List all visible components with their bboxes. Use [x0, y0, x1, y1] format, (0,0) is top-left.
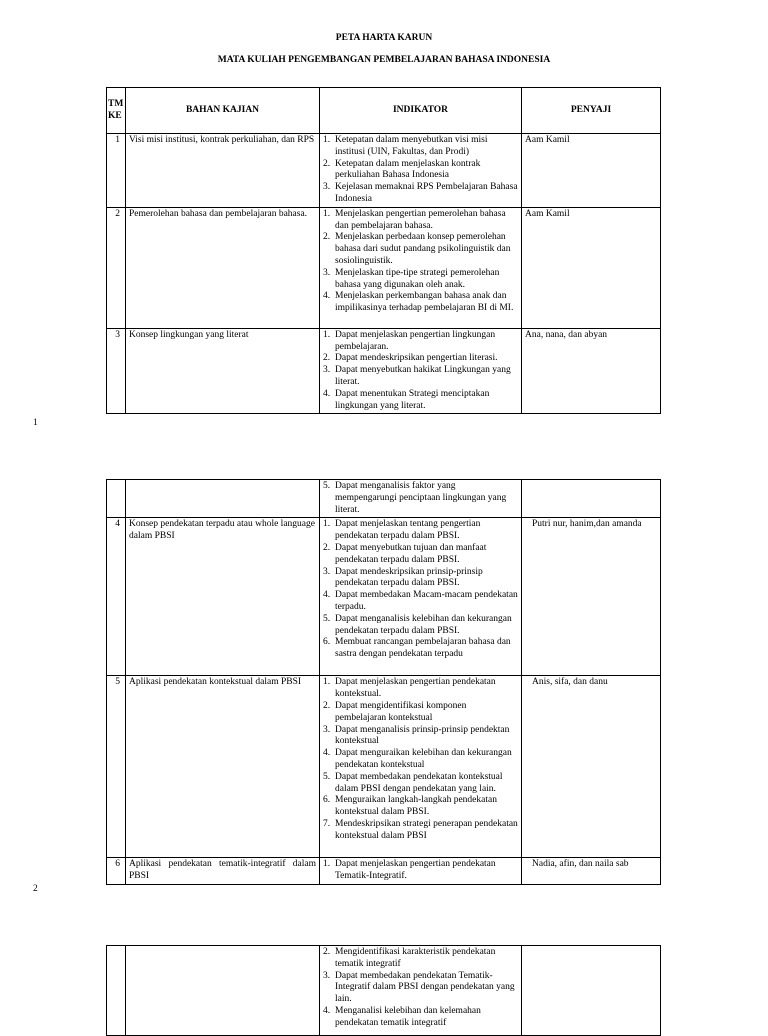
table-row: [107, 676, 661, 858]
indikator-list: [323, 947, 518, 1030]
bahan-kajian-cell: Aplikasi pendekatan tematik-integratif dalam PBSI: [126, 858, 320, 885]
indikator-item-text: Ketepatan dalam menyebutkan visi misi institusi (UIN, Fakultas, dan Prodi): [335, 135, 488, 157]
indikator-item-number: 4.: [323, 1005, 331, 1016]
row-number: 6: [107, 858, 126, 885]
indikator-item-number: 5.: [323, 481, 331, 491]
indikator-item: [323, 819, 518, 843]
indikator-item-text: Dapat mengidentifikasi komponen pembelajaran kontekstual: [335, 700, 467, 723]
indikator-list: [323, 209, 518, 315]
indikator-item-number: 5.: [323, 771, 331, 782]
indikator-item-text: Dapat menganalisis faktor yang mempengarungi penciptaan lingkungan yang literat.: [335, 481, 507, 515]
row-number: 3: [107, 328, 126, 414]
indikator-item: [323, 543, 518, 567]
indikator-item-text: Ketepatan dalam menjelaskan kontrak perkuliahan Bahasa Indonesia: [335, 158, 481, 181]
indikator-item: [323, 725, 518, 749]
indikator-item-text: Dapat menjelaskan tentang pengertian pendekatan terpadu dalam PBSI.: [335, 519, 481, 542]
indikator-item-number: 3.: [323, 566, 331, 577]
indikator-list: [323, 859, 518, 883]
indikator-item: [323, 159, 518, 183]
indikator-item-text: Dapat membedakan pendekatan kontekstual dalam PBSI dengan pendekatan yang lain.: [335, 771, 503, 794]
bahan-kajian-cell: Aplikasi pendekatan kontekstual dalam PBSI: [126, 676, 320, 858]
indikator-item: [323, 567, 518, 591]
indikator-cell: [320, 207, 522, 328]
table-row: [107, 518, 661, 676]
indikator-item-text: Menjelaskan pengertian pemerolehan bahasa dan pembelajaran bahasa.: [335, 208, 506, 231]
document-subtitle: MATA KULIAH PENGEMBANGAN PEMBELAJARAN BAHASA INDONESIA: [217, 55, 551, 65]
indikator-item: [323, 182, 518, 206]
indikator-item-number: 2.: [323, 158, 331, 169]
indikator-item-text: Dapat mendeskripsikan prinsip-prinsip pendekatan terpadu dalam PBSI.: [335, 566, 483, 589]
bahan-kajian-cell: Konsep pendekatan terpadu atau whole language dalam PBSI: [126, 518, 320, 676]
indikator-item-number: 2.: [323, 542, 331, 553]
indikator-item-number: 4.: [323, 590, 331, 601]
indikator-item-number: 3.: [323, 182, 331, 193]
indikator-item: [323, 481, 518, 516]
indikator-item-text: Menjelaskan perbedaan konsep pemerolehan bahasa dari sudut pandang psikolinguistik dan sosiolinguistik.: [335, 232, 511, 266]
indikator-item: [323, 859, 518, 883]
indikator-item-text: Membuat rancangan pembelajaran bahasa dan sastra dengan pendekatan terpadu: [335, 637, 511, 660]
indikator-cell: [320, 134, 522, 208]
indikator-item-number: 5.: [323, 613, 331, 624]
indikator-cell: [320, 518, 522, 676]
penyaji-cell: Aam Kamil: [522, 207, 661, 328]
indikator-item: [323, 291, 518, 315]
indikator-cell: [320, 328, 522, 414]
bahan-kajian-cell: [126, 946, 320, 1036]
indikator-item: [323, 1006, 518, 1030]
indikator-item-number: 4.: [323, 388, 331, 399]
indikator-item-text: Dapat menjelaskan pengertian pendekatan Tematik-Integratif.: [335, 859, 496, 882]
indikator-item-number: 1.: [323, 677, 331, 688]
indikator-item-text: Mengidentifikasi karakteristik pendekatan tematik integratif: [335, 947, 496, 969]
indikator-item-text: Dapat membedakan Macam-macam pendekatan terpadu.: [335, 590, 518, 612]
indikator-item-number: 6.: [323, 795, 331, 806]
indikator-item-number: 2.: [323, 700, 331, 711]
indikator-item: [323, 947, 518, 971]
bahan-kajian-cell: [126, 480, 320, 518]
header-bahan-kajian: BAHAN KAJIAN: [126, 88, 320, 134]
indikator-item: [323, 701, 518, 725]
indikator-item-number: 2.: [323, 947, 331, 957]
indikator-item: [323, 795, 518, 819]
indikator-item: [323, 772, 518, 796]
indikator-item-number: 1.: [323, 208, 331, 219]
penyaji-cell: Ana, nana, dan abyan: [522, 328, 661, 414]
indikator-item: [323, 209, 518, 233]
indikator-list: [323, 135, 518, 206]
document-title: PETA HARTA KARUN: [335, 33, 433, 43]
indikator-item: [323, 330, 518, 354]
indikator-item-number: 1.: [323, 135, 331, 145]
page-number: 1: [33, 418, 38, 428]
indikator-item-number: 7.: [323, 818, 331, 829]
indikator-item-text: Menjelaskan tipe-tipe strategi pemerolehan bahasa yang digunakan oleh anak.: [335, 267, 500, 290]
table-page-3: [106, 945, 661, 1036]
table-row: [107, 134, 661, 208]
row-number: 4: [107, 518, 126, 676]
indikator-item: [323, 971, 518, 1006]
indikator-item-text: Dapat menjelaskan pengertian lingkungan pembelajaran.: [335, 329, 496, 352]
indikator-item-text: Menguraikan langkah-langkah pendekatan kontekstual dalam PBSI.: [335, 795, 497, 818]
indikator-item-text: Mendeskripsikan strategi penerapan pendekatan kontekstual dalam PBSI: [335, 818, 518, 841]
header-tm: TM KE: [107, 88, 126, 134]
indikator-item-text: Dapat menganalisis prinsip-prinsip pendektan kontekstual: [335, 724, 510, 747]
indikator-item-number: 3.: [323, 724, 331, 735]
indikator-item: [323, 135, 518, 159]
indikator-item: [323, 637, 518, 661]
bahan-kajian-cell: Konsep lingkungan yang literat: [126, 328, 320, 414]
penyaji-cell: [522, 480, 661, 518]
indikator-item-number: 1.: [323, 859, 331, 870]
table-row: [107, 328, 661, 414]
header-penyaji: PENYAJI: [522, 88, 661, 134]
indikator-item-number: 6.: [323, 637, 331, 648]
indikator-item-number: 1.: [323, 329, 331, 340]
indikator-list: [323, 677, 518, 842]
page-number: 2: [33, 884, 38, 894]
indikator-item-text: Menganalisi kelebihan dan kelemahan pendekatan tematik integratif: [335, 1005, 481, 1028]
indikator-item-text: Dapat menyebutkan tujuan dan manfaat pendekatan terpadu dalam PBSI.: [335, 542, 487, 565]
header-indikator: INDIKATOR: [320, 88, 522, 134]
penyaji-cell: Nadia, afin, dan naila sab: [522, 858, 661, 885]
row-number: [107, 946, 126, 1036]
table-row: [107, 858, 661, 885]
indikator-item: [323, 519, 518, 543]
indikator-item: [323, 590, 518, 614]
indikator-item-text: Dapat menjelaskan pengertian pendekatan kontekstual.: [335, 677, 496, 700]
indikator-item-text: Dapat menguraikan kelebihan dan kekurangan pendekatan kontekstual: [335, 748, 512, 770]
indikator-item-text: Menjelaskan perkembangan bahasa anak dan impilikasinya terhadap pembelajaran BI di MI.: [335, 291, 514, 314]
indikator-list: [323, 330, 518, 413]
indikator-item-number: 2.: [323, 232, 331, 243]
indikator-cell: [320, 676, 522, 858]
indikator-item-number: 4.: [323, 748, 331, 759]
bahan-kajian-cell: Visi misi institusi, kontrak perkuliahan, dan RPS: [126, 134, 320, 208]
indikator-item-number: 3.: [323, 365, 331, 376]
indikator-list: [323, 519, 518, 661]
indikator-item: [323, 389, 518, 413]
table-header-row: [107, 88, 661, 134]
table-page-2: [106, 479, 661, 885]
penyaji-cell: Anis, sifa, dan danu: [522, 676, 661, 858]
bahan-kajian-cell: Pemerolehan bahasa dan pembelajaran bahasa.: [126, 207, 320, 328]
indikator-item-number: 4.: [323, 291, 331, 302]
indikator-item-number: 3.: [323, 970, 331, 981]
indikator-item: [323, 748, 518, 772]
indikator-item-text: Kejelasan memaknai RPS Pembelajaran Bahasa Indonesia: [335, 182, 518, 204]
indikator-item-number: 1.: [323, 519, 331, 530]
row-number: [107, 480, 126, 518]
indikator-item-text: Dapat menentukan Strategi menciptakan lingkungan yang literat.: [335, 388, 490, 411]
indikator-cell: [320, 858, 522, 885]
indikator-item: [323, 232, 518, 267]
indikator-item-number: 3.: [323, 267, 331, 278]
indikator-item: [323, 614, 518, 638]
penyaji-cell: [522, 946, 661, 1036]
indikator-item: [323, 365, 518, 389]
penyaji-cell: Putri nur, hanim,dan amanda: [522, 518, 661, 676]
table-row: [107, 480, 661, 518]
row-number: 1: [107, 134, 126, 208]
indikator-item-text: Dapat mendeskripsikan pengertian literasi.: [335, 353, 498, 364]
indikator-item-number: 2.: [323, 353, 331, 364]
table-row: [107, 946, 661, 1036]
indikator-cell: [320, 480, 522, 518]
indikator-item: [323, 353, 518, 365]
table-row: [107, 207, 661, 328]
indikator-list: [323, 481, 518, 516]
indikator-cell: [320, 946, 522, 1036]
indikator-item-text: Dapat menganalisis kelebihan dan kekurangan pendekatan terpadu dalam PBSI.: [335, 613, 512, 636]
indikator-item: [323, 677, 518, 701]
indikator-item: [323, 268, 518, 292]
row-number: 5: [107, 676, 126, 858]
table-page-1: [106, 87, 661, 414]
penyaji-cell: Aam Kamil: [522, 134, 661, 208]
indikator-item-text: Dapat menyebutkan hakikat Lingkungan yang literat.: [335, 365, 511, 387]
row-number: 2: [107, 207, 126, 328]
indikator-item-text: Dapat membedakan pendekatan Tematik-Integratif dalam PBSI dengan pendekatan yang lain.: [335, 970, 515, 1005]
